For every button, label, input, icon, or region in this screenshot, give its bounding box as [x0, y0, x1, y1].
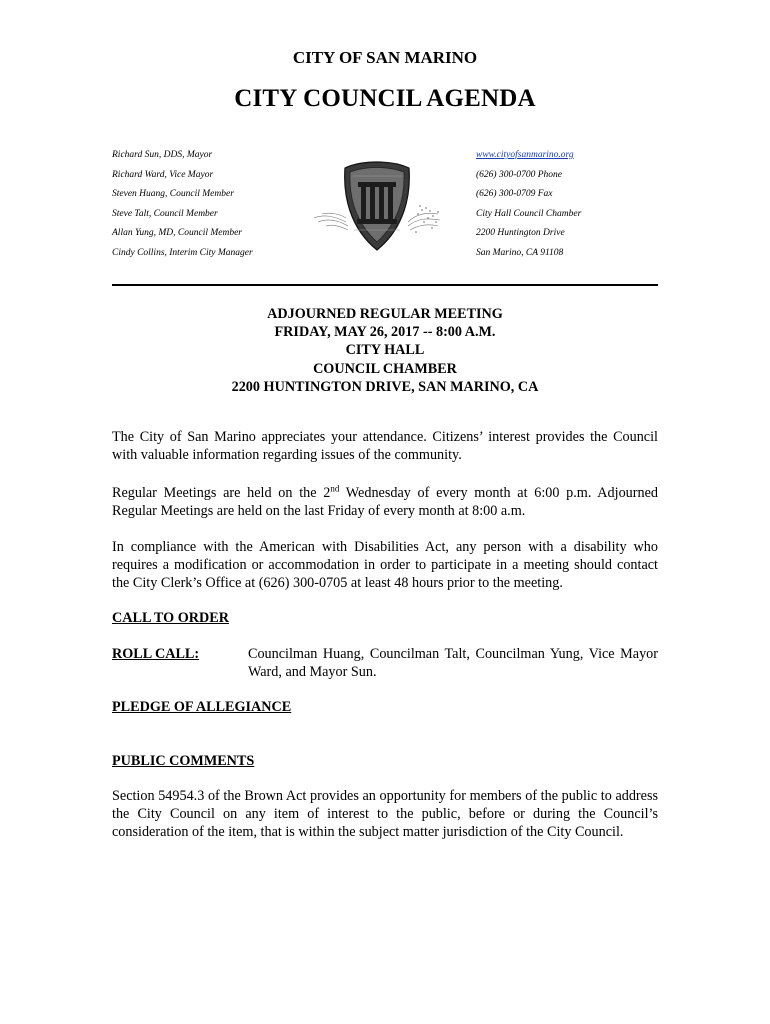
contact-city-zip: San Marino, CA 91108: [476, 247, 564, 258]
appreciation-paragraph: The City of San Marino appreciates your attendance. Citizens’ interest provides the Council with valuable information regarding issues of the community.: [112, 429, 658, 464]
contact-info: [476, 146, 581, 264]
officials-list: [112, 146, 253, 264]
contact-phone: (626) 300-0700 Phone: [476, 169, 563, 180]
roll-call-label: ROLL CALL:: [112, 646, 200, 662]
contact-street: 2200 Huntington Drive: [476, 228, 565, 239]
city-name: CITY OF SAN MARINO: [292, 48, 478, 67]
meeting-room: COUNCIL CHAMBER: [313, 360, 457, 377]
regular-meetings-prefix: Regular Meetings are held on the 2: [112, 485, 331, 501]
official-city-manager: Cindy Collins, Interim City Manager: [112, 247, 253, 258]
ordinal-suffix: nd: [330, 483, 340, 494]
call-to-order-heading: CALL TO ORDER: [112, 610, 229, 626]
pledge-heading: PLEDGE OF ALLEGIANCE: [112, 699, 292, 715]
contact-fax: (626) 300-0709 Fax: [476, 189, 553, 200]
meeting-info: [0, 305, 770, 396]
ada-paragraph: In compliance with the American with Disabilities Act, any person with a disability who requires a modification or accommodation in order to participate in a meeting should contact the City Clerk’s Office at (626) 300-0705 at least 48 hours prior to the meeting.: [112, 539, 658, 592]
page-title: CITY COUNCIL AGENDA: [234, 85, 536, 112]
official-mayor: Richard Sun, DDS, Mayor: [112, 150, 213, 160]
official-council-member-talt: Steve Talt, Council Member: [112, 208, 218, 219]
roll-call-text: Councilman Huang, Councilman Talt, Councilman Yung, Vice Mayor Ward, and Mayor Sun.: [248, 646, 658, 681]
website-link[interactable]: www.cityofsanmarino.org: [476, 150, 574, 160]
meeting-address: 2200 HUNTINGTON DRIVE, SAN MARINO, CA: [231, 378, 539, 395]
official-council-member-huang: Steven Huang, Council Member: [112, 189, 234, 200]
city-seal-icon: [312, 156, 442, 258]
official-council-member-yung: Allan Yung, MD, Council Member: [112, 228, 243, 239]
official-vice-mayor: Richard Ward, Vice Mayor: [112, 169, 214, 180]
header-divider: [112, 284, 658, 286]
regular-meetings-suffix: Wednesday of every month at 6:00 p.m. Adjourned Regular Meetings are held on the last Friday of every month at 8:00 a.m.: [112, 485, 658, 520]
meeting-place: CITY HALL: [345, 342, 425, 359]
public-comments-heading: PUBLIC COMMENTS: [112, 753, 255, 769]
contact-location: City Hall Council Chamber: [476, 208, 582, 219]
public-comments-paragraph: Section 54954.3 of the Brown Act provides an opportunity for members of the public to address the City Council on any item of interest to the public, before or during the Council’s consideration of the item, that is within the subject matter jurisdiction of the City Council.: [112, 788, 658, 841]
meeting-type: ADJOURNED REGULAR MEETING: [267, 306, 503, 322]
meeting-date-time: FRIDAY, MAY 26, 2017 -- 8:00 A.M.: [274, 324, 496, 341]
regular-meetings-paragraph: [112, 484, 658, 520]
